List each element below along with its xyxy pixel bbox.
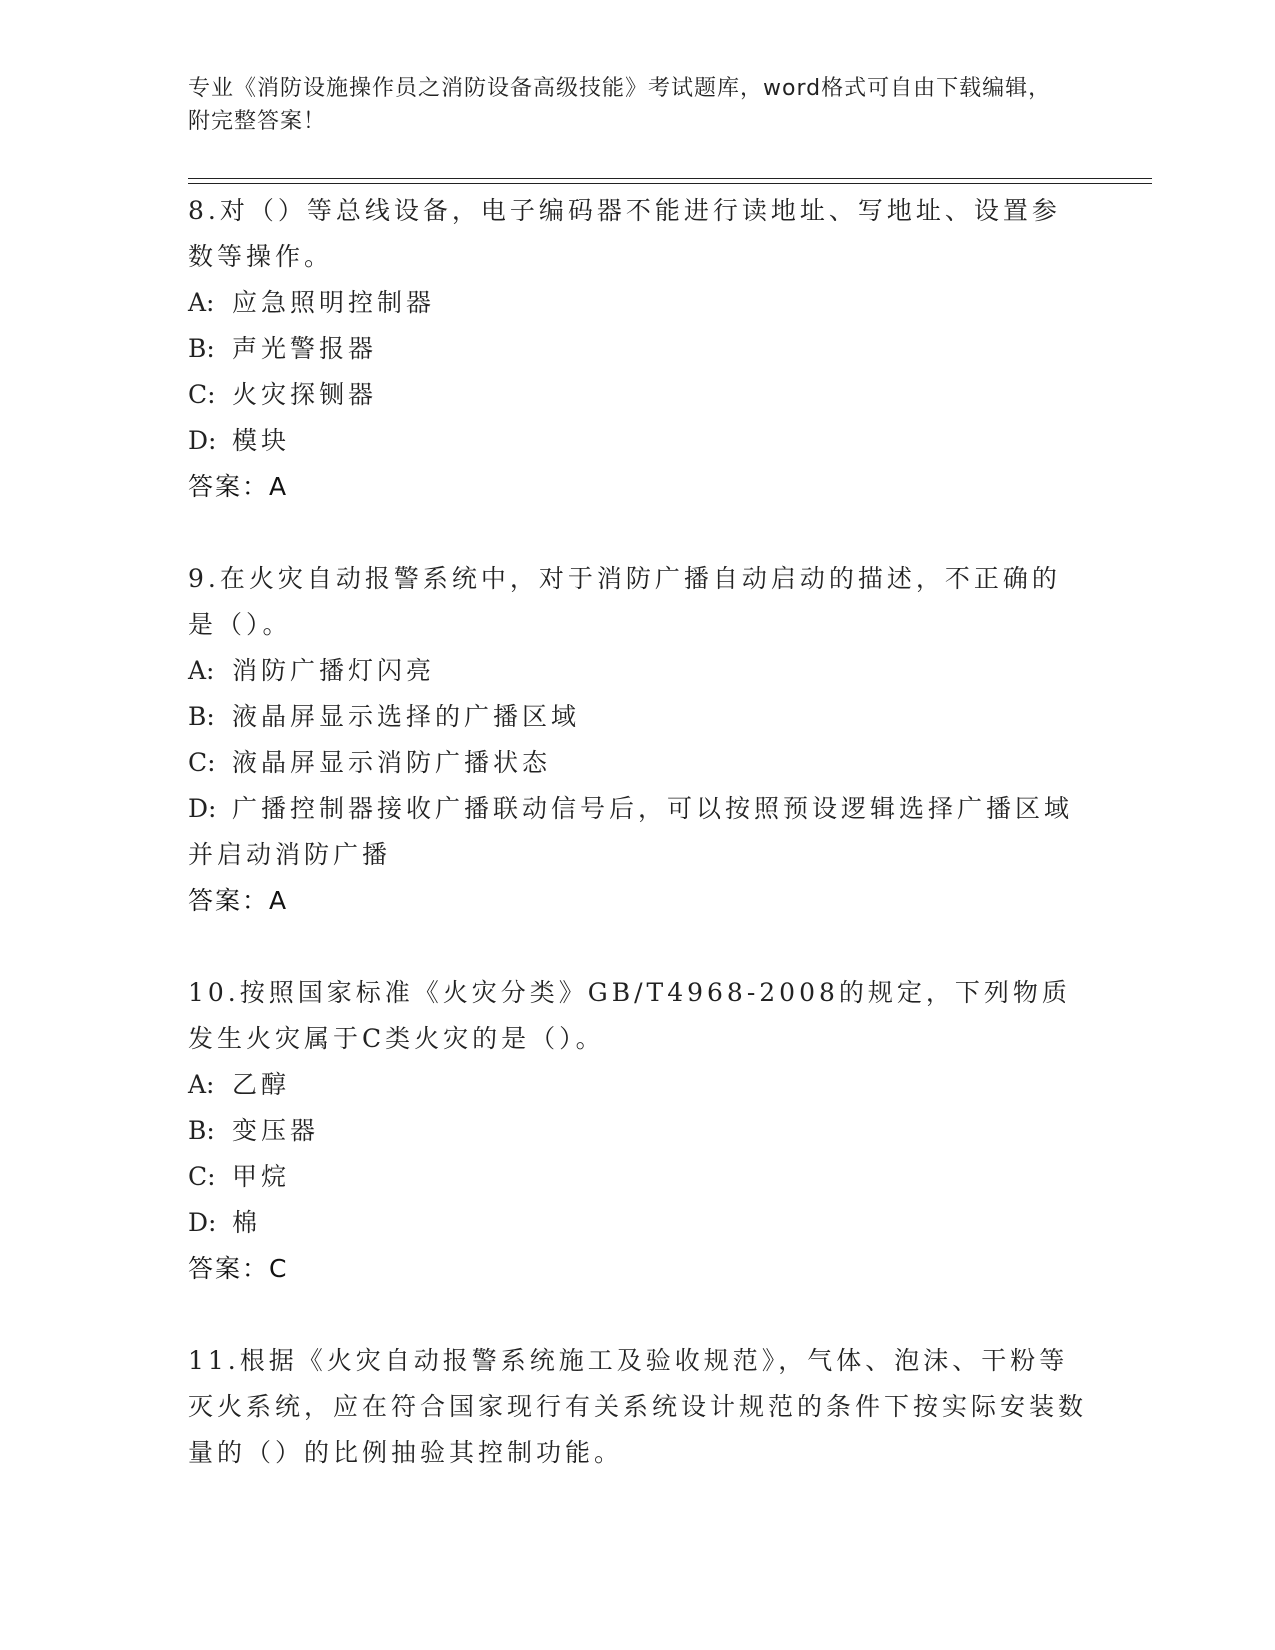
option-a xyxy=(188,280,1088,326)
question-stem: 9.在火灾自动报警系统中，对于消防广播自动启动的描述，不正确的是（）。 xyxy=(188,564,1061,639)
option-text: 广播控制器接收广播联动信号后，可以按照预设逻辑选择广播区域并启动消防广播 xyxy=(188,794,1074,869)
option-a xyxy=(188,648,1088,694)
question-list xyxy=(188,188,1088,1476)
answer-line: 答案：C xyxy=(188,1254,289,1283)
spacer xyxy=(188,1292,1088,1338)
option-letter: A: xyxy=(188,1070,215,1099)
option-d xyxy=(188,418,1088,464)
spacer xyxy=(188,510,1088,556)
option-letter: D: xyxy=(188,794,217,823)
answer-line: 答案：A xyxy=(188,886,289,915)
option-letter: A: xyxy=(188,656,215,685)
option-b xyxy=(188,694,1088,740)
option-letter: C: xyxy=(188,380,216,409)
option-text: 模块 xyxy=(232,426,291,455)
option-c xyxy=(188,1154,1088,1200)
header-divider-top xyxy=(188,178,1152,179)
question-11 xyxy=(188,1338,1088,1476)
header-divider-bottom xyxy=(188,183,1152,184)
option-letter: B: xyxy=(188,1116,215,1145)
option-c xyxy=(188,740,1088,786)
option-text: 声光警报器 xyxy=(232,334,378,363)
option-c xyxy=(188,372,1088,418)
option-d xyxy=(188,1200,1088,1246)
option-letter: D: xyxy=(188,1208,217,1237)
option-letter: D: xyxy=(188,426,217,455)
option-a xyxy=(188,1062,1088,1108)
option-text: 甲烷 xyxy=(232,1162,291,1191)
question-stem: 8.对（）等总线设备，电子编码器不能进行读地址、写地址、设置参数等操作。 xyxy=(188,196,1061,271)
option-text: 乙醇 xyxy=(232,1070,291,1099)
option-text: 应急照明控制器 xyxy=(232,288,436,317)
option-text: 火灾探铡器 xyxy=(232,380,378,409)
option-letter: B: xyxy=(188,702,215,731)
spacer xyxy=(188,924,1088,970)
option-letter: C: xyxy=(188,748,216,777)
question-stem: 10.按照国家标准《火灾分类》GB/T4968-2008的规定，下列物质发生火灾属于C类火灾的是（）。 xyxy=(188,978,1071,1053)
option-text: 液晶屏显示消防广播状态 xyxy=(232,748,552,777)
header-note: 专业《消防设施操作员之消防设备高级技能》考试题库，word格式可自由下载编辑，附完整答案！ xyxy=(188,76,1052,134)
option-letter: B: xyxy=(188,334,215,363)
option-letter: A: xyxy=(188,288,215,317)
option-text: 变压器 xyxy=(232,1116,320,1145)
option-text: 液晶屏显示选择的广播区域 xyxy=(232,702,581,731)
option-b xyxy=(188,326,1088,372)
question-9 xyxy=(188,556,1088,924)
option-text: 棉 xyxy=(232,1208,262,1237)
answer-line: 答案：A xyxy=(188,472,289,501)
option-d xyxy=(188,786,1088,878)
option-b xyxy=(188,1108,1088,1154)
question-8 xyxy=(188,188,1088,510)
option-text: 消防广播灯闪亮 xyxy=(232,656,436,685)
option-letter: C: xyxy=(188,1162,216,1191)
question-10 xyxy=(188,970,1088,1292)
question-stem: 11.根据《火灾自动报警系统施工及验收规范》，气体、泡沫、干粉等灭火系统，应在符合国家现行有关系统设计规范的条件下按实际安装数量的（）的比例抽验其控制功能。 xyxy=(188,1346,1088,1467)
